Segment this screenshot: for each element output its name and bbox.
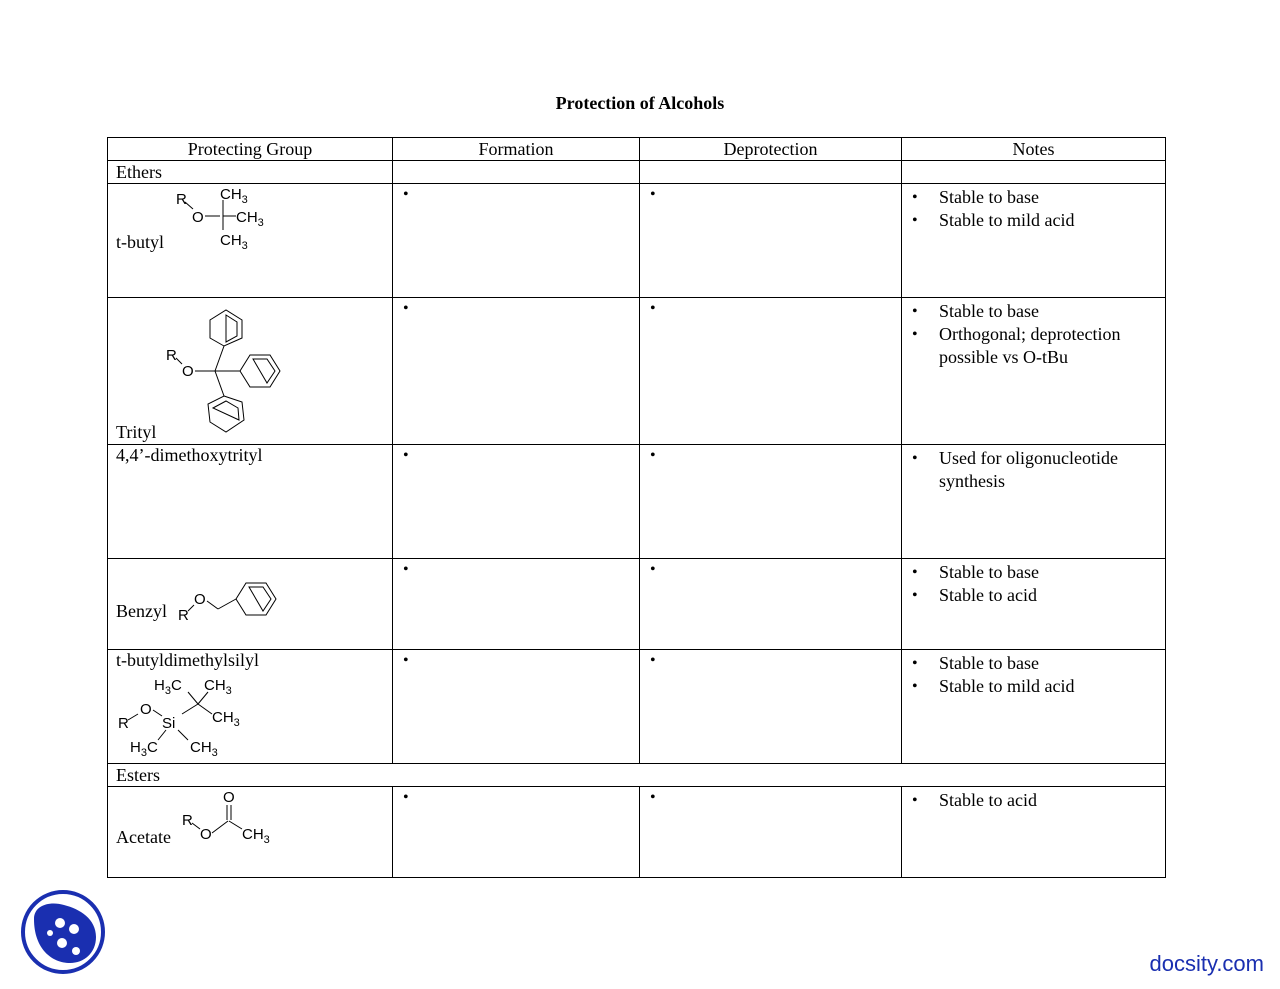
svg-text:R: R (182, 812, 193, 829)
formation-cell (393, 184, 640, 298)
section-label: Esters (108, 764, 1166, 787)
note-item: • Stable to base (910, 652, 1157, 675)
note-item: • Stable to mild acid (910, 675, 1157, 698)
protecting-group-name: 4,4’-dimethoxytrityl (116, 445, 263, 465)
table-row (108, 445, 1166, 559)
table-row (108, 559, 1166, 650)
tbs-structure (116, 670, 256, 760)
bullet: • (403, 300, 409, 317)
svg-text:Si: Si (162, 715, 176, 732)
bullet: • (650, 447, 656, 464)
acetate-structure (180, 787, 280, 847)
protecting-group-cell (108, 650, 393, 764)
notes-cell (902, 650, 1166, 764)
page-title: Protection of Alcohols (555, 93, 725, 113)
table-row (108, 184, 1166, 298)
bullet: • (650, 300, 656, 317)
formation-cell (393, 650, 640, 764)
protecting-group-cell (108, 184, 393, 298)
deprotection-cell (640, 298, 902, 445)
column-header: Protecting Group (108, 138, 393, 161)
bullet: • (403, 789, 409, 806)
protecting-group-cell (108, 559, 393, 650)
tbutyl-structure (168, 186, 278, 252)
deprotection-cell (640, 445, 902, 559)
bullet: • (650, 652, 656, 669)
svg-text:O: O (192, 209, 204, 226)
bullet: • (403, 561, 409, 578)
protecting-group-name: t-butyl (116, 232, 164, 252)
svg-text:H3C: $H_3C$ (130, 739, 158, 759)
table-row (108, 787, 1166, 878)
docsity-logo-icon[interactable] (20, 889, 106, 975)
svg-text:O: O (140, 701, 152, 718)
notes-cell (902, 184, 1166, 298)
protecting-group-name: t-butyldimethylsilyl (116, 650, 259, 670)
table-row (108, 650, 1166, 764)
formation-cell (393, 298, 640, 445)
formation-cell (393, 445, 640, 559)
notes-list (910, 652, 1157, 698)
protecting-group-cell (108, 445, 393, 559)
notes-cell (902, 787, 1166, 878)
docsity-brand-link[interactable]: docsity.com (1149, 951, 1264, 976)
bullet: • (650, 186, 656, 203)
formation-cell (393, 559, 640, 650)
note-item: • Stable to base (910, 561, 1157, 584)
protecting-group-cell (108, 787, 393, 878)
svg-text:CH3: $CH_3$ (220, 186, 248, 206)
column-header: Notes (902, 138, 1166, 161)
benzyl-structure (176, 561, 291, 627)
bullet: • (650, 561, 656, 578)
note-item: • Orthogonal; deprotection possible vs O-tBu (910, 323, 1157, 369)
table-header-row (108, 138, 1166, 161)
note-item: • Stable to acid (910, 789, 1157, 812)
table-row (108, 298, 1166, 445)
notes-list (910, 789, 1157, 812)
svg-text:CH3: $CH_3$ (236, 209, 264, 229)
notes-list (910, 447, 1157, 493)
svg-text:CH3: $CH_3$ (242, 826, 270, 846)
svg-text:O: O (194, 591, 206, 608)
notes-cell (902, 298, 1166, 445)
protecting-group-name: Acetate (116, 827, 171, 847)
column-header: Deprotection (640, 138, 902, 161)
notes-list (910, 300, 1157, 369)
bullet: • (650, 789, 656, 806)
svg-text:O: O (200, 826, 212, 843)
svg-text:R: R (118, 715, 129, 732)
svg-text:R: R (166, 347, 177, 364)
section-row-ethers (108, 161, 1166, 184)
notes-list (910, 561, 1157, 607)
section-row-esters (108, 764, 1166, 787)
note-item: • Stable to mild acid (910, 209, 1157, 232)
section-label: Ethers (108, 161, 393, 184)
note-item: • Used for oligonucleotide synthesis (910, 447, 1157, 493)
bullet: • (403, 186, 409, 203)
bullet: • (403, 652, 409, 669)
svg-text:CH3: $CH_3$ (212, 709, 240, 729)
protecting-group-name: Benzyl (116, 601, 167, 621)
protecting-groups-table (107, 137, 1166, 878)
formation-cell (393, 787, 640, 878)
notes-cell (902, 559, 1166, 650)
note-item: • Stable to base (910, 300, 1157, 323)
deprotection-cell (640, 650, 902, 764)
deprotection-cell (640, 559, 902, 650)
protecting-group-cell (108, 298, 393, 445)
svg-text:R: R (176, 191, 187, 208)
svg-text:O: O (182, 363, 194, 380)
svg-text:R: R (178, 607, 189, 624)
notes-cell (902, 445, 1166, 559)
svg-text:CH3: $CH_3$ (190, 739, 218, 759)
column-header: Formation (393, 138, 640, 161)
note-item: • Stable to base (910, 186, 1157, 209)
svg-text:O: O (223, 789, 235, 806)
protecting-group-name: Trityl (116, 422, 157, 442)
svg-text:H3C: $H_3C$ (154, 677, 182, 697)
note-item: • Stable to acid (910, 584, 1157, 607)
svg-text:CH3: $CH_3$ (204, 677, 232, 697)
notes-list (910, 186, 1157, 232)
deprotection-cell (640, 184, 902, 298)
deprotection-cell (640, 787, 902, 878)
svg-text:CH3: $CH_3$ (220, 232, 248, 252)
bullet: • (403, 447, 409, 464)
trityl-structure (160, 300, 290, 440)
